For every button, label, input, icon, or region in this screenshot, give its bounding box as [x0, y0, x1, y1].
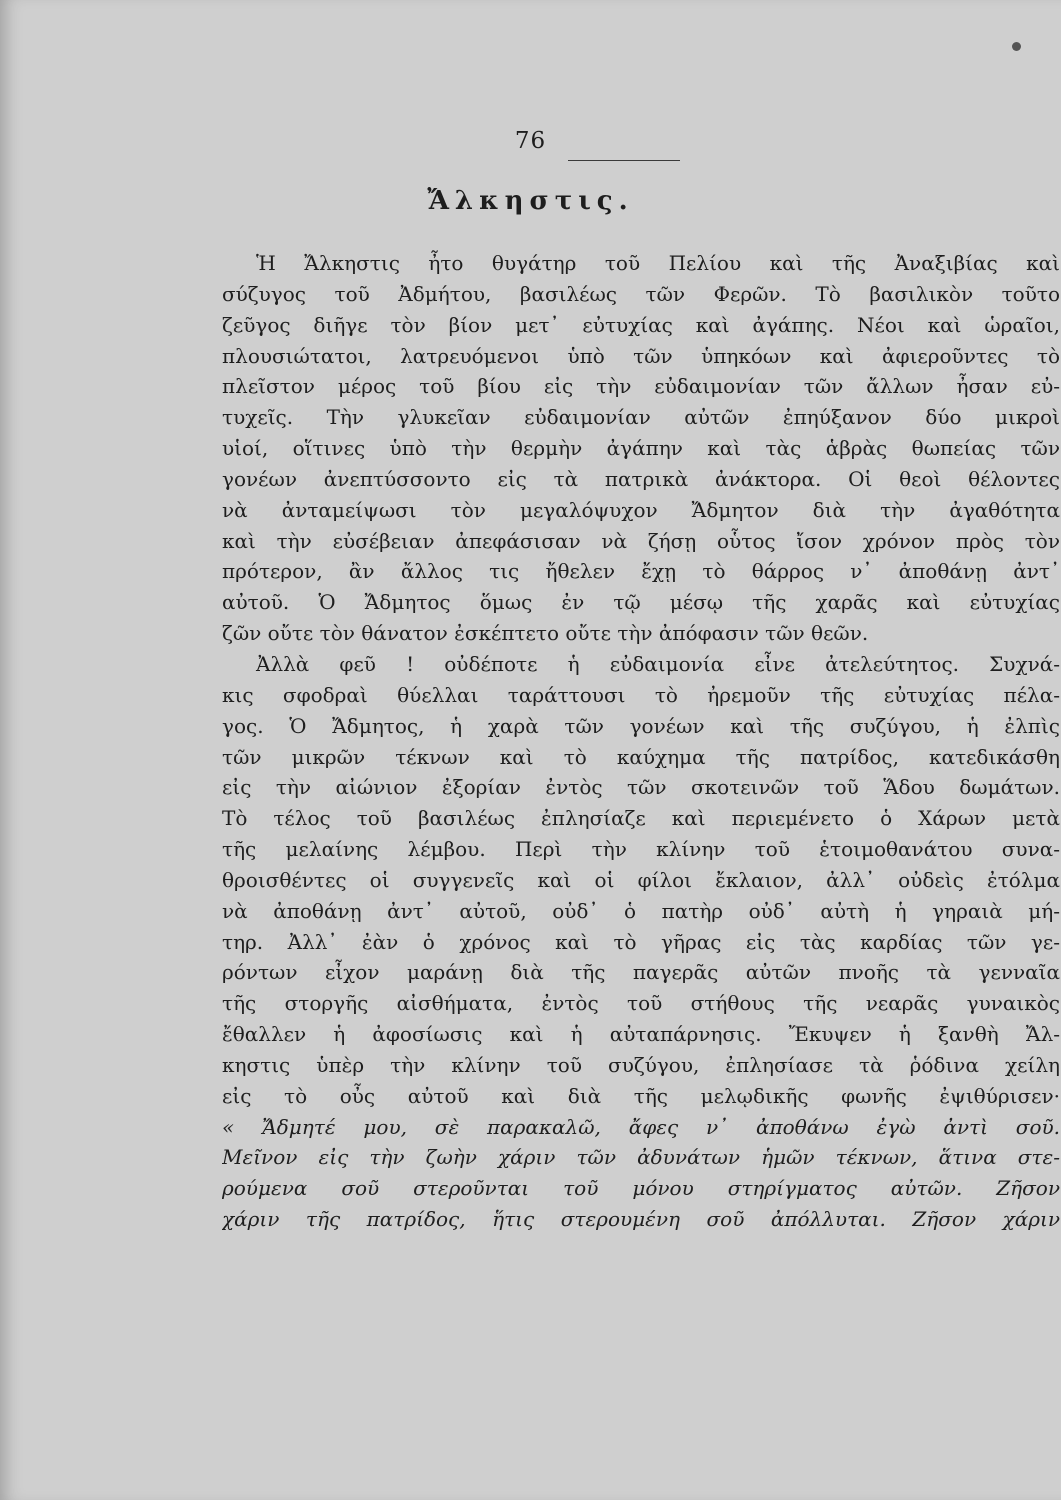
text-line: Ἀλλὰ φεῦ ! οὐδέποτε ἡ εὐδαιμονία εἶνε ἀτελεύτητος. Συχνά-	[256, 651, 1060, 676]
text-line: πλουσιώτατοι, λατρευόμενοι ὑπὸ τῶν ὑπηκόων καὶ ἀφιεροῦντες τὸ	[222, 343, 1060, 368]
text-line: γος. Ὁ Ἄδμητος, ἡ χαρὰ τῶν γονέων καὶ τῆς συζύγου, ἡ ἐλπὶς	[222, 713, 1060, 738]
text-line: υἱοί, οἵτινες ὑπὸ τὴν θερμὴν ἀγάπην καὶ τὰς ἁβρὰς θωπείας τῶν	[222, 436, 1060, 461]
text-line: ἔθαλλεν ἡ ἀφοσίωσις καὶ ἡ αὐταπάρνησις. Ἔκυψεν ἡ ξανθὴ Ἄλ-	[222, 1022, 1060, 1047]
text-line: « Ἄδμητέ μου, σὲ παρακαλῶ, ἄφες ν᾽ ἀποθάνω ἐγὼ ἀντὶ σοῦ.	[222, 1114, 1060, 1139]
text-line: σύζυγος τοῦ Ἀδμήτου, βασιλέως τῶν Φερῶν. Τὸ βασιλικὸν τοῦτο	[222, 281, 1060, 306]
text-line: Ἡ Ἄλκηστις ἦτο θυγάτηρ τοῦ Πελίου καὶ τῆς Ἀναξιβίας καὶ	[256, 251, 1060, 275]
text-line: ρούμενα σοῦ στεροῦνται τοῦ μόνου στηρίγματος αὐτῶν. Ζῆσον	[222, 1176, 1060, 1201]
text-line: χάριν τῆς πατρίδος, ἥτις στερουμένη σοῦ ἀπόλλυται. Ζῆσον χάριν	[222, 1207, 1060, 1232]
text-line: γονέων ἀνεπτύσσοντο εἰς τὰ πατρικὰ ἀνάκτορα. Οἱ θεοὶ θέλοντες	[222, 466, 1060, 491]
text-line: ρόντων εἶχον μαράνῃ διὰ τῆς παγερᾶς αὐτῶν πνοῆς τὰ γενναῖα	[222, 960, 1060, 985]
text-line: εἰς τὴν αἰώνιον ἐξορίαν ἐντὸς τῶν σκοτεινῶν τοῦ Ἅδου δωμάτων.	[222, 775, 1060, 800]
text-line: τῆς στοργῆς αἰσθήματα, ἐντὸς τοῦ στήθους τῆς νεαρᾶς γυναικὸς	[222, 991, 1060, 1016]
page-number: 76	[514, 128, 547, 154]
text-line: τηρ. Ἀλλ᾽ ἐὰν ὁ χρόνος καὶ τὸ γῆρας εἰς τὰς καρδίας τῶν γε-	[222, 929, 1060, 954]
text-line: τῆς μελαίνης λέμβου. Περὶ τὴν κλίνην τοῦ ἑτοιμοθανάτου συνα-	[222, 837, 1060, 862]
text-line: πρότερον, ἂν ἄλλος τις ἤθελεν ἔχῃ τὸ θάρρος ν᾽ ἀποθάνῃ ἀντ᾽	[222, 559, 1060, 584]
text-line: καὶ τὴν εὐσέβειαν ἀπεφάσισαν νὰ ζήσῃ οὗτος ἴσον χρόνον πρὸς τὸν	[222, 528, 1060, 553]
text-line: κηστις ὑπὲρ τὴν κλίνην τοῦ συζύγου, ἐπλησίασε τὰ ῥόδινα χείλη	[222, 1052, 1060, 1077]
text-line: Μεῖνον εἰς τὴν ζωὴν χάριν τῶν ἀδυνάτων ἡμῶν τέκνων, ἅτινα στε-	[222, 1145, 1060, 1170]
text-line: εἰς τὸ οὖς αὐτοῦ καὶ διὰ τῆς μελῳδικῆς φωνῆς ἐψιθύρισεν·	[222, 1083, 1060, 1108]
text-line: πλεῖστον μέρος τοῦ βίου εἰς τὴν εὐδαιμονίαν τῶν ἄλλων ἦσαν εὐ-	[222, 374, 1060, 399]
body-text	[222, 248, 1060, 1235]
text-line: ζῶν οὔτε τὸν θάνατον ἐσκέπτετο οὔτε τὴν ἀπόφασιν τῶν θεῶν.	[222, 621, 869, 646]
text-line: θροισθέντες οἱ συγγενεῖς καὶ οἱ φίλοι ἔκλαιον, ἀλλ᾽ οὐδεὶς ἐτόλμα	[222, 867, 1060, 892]
chapter-title: Ἄλκηστις.	[427, 186, 634, 216]
text-line: τυχεῖς. Τὴν γλυκεῖαν εὐδαιμονίαν αὐτῶν ἐπηύξανον δύο μικροὶ	[222, 405, 1060, 430]
text-line: νὰ ἀποθάνῃ ἀντ᾽ αὐτοῦ, οὐδ᾽ ὁ πατὴρ οὐδ᾽ αὐτὴ ἡ γηραιὰ μή-	[222, 898, 1060, 923]
text-line: κις σφοδραὶ θύελλαι ταράττουσι τὸ ἠρεμοῦν τῆς εὐτυχίας πέλα-	[222, 682, 1060, 707]
text-line: ζεῦγος διῆγε τὸν βίον μετ᾽ εὐτυχίας καὶ ἀγάπης. Νέοι καὶ ὡραῖοι,	[222, 312, 1060, 337]
text-line: τῶν μικρῶν τέκνων καὶ τὸ καύχημα τῆς πατρίδος, κατεδικάσθη	[222, 744, 1060, 769]
ink-spot	[1012, 42, 1021, 51]
text-line: αὐτοῦ. Ὁ Ἄδμητος ὅμως ἐν τῷ μέσῳ τῆς χαρᾶς καὶ εὐτυχίας	[222, 590, 1060, 615]
page-number-rule	[568, 160, 680, 161]
text-line: νὰ ἀνταμείψωσι τὸν μεγαλόψυχον Ἄδμητον διὰ τὴν ἀγαθότητα	[222, 497, 1060, 522]
text-line: Τὸ τέλος τοῦ βασιλέως ἐπλησίαζε καὶ περιεμένετο ὁ Χάρων μετὰ	[222, 806, 1060, 831]
